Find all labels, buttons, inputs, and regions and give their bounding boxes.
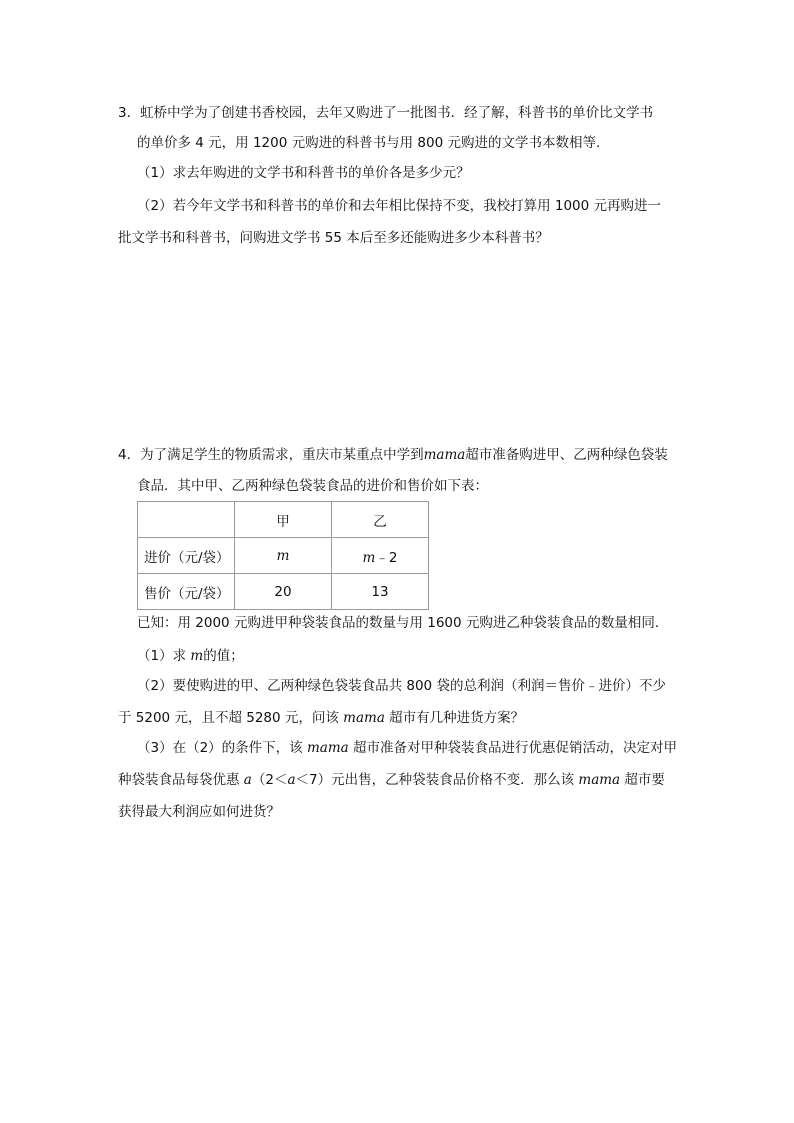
- cost-yi-cell: [332, 538, 429, 574]
- price-table-corner-cell: [138, 502, 235, 538]
- q4-subquestion-3-cont-mama: mama: [578, 772, 621, 788]
- q3-line-2: [137, 134, 609, 152]
- q4-line-known-text: 已知：用 2000 元购进甲种袋装食品的数量与用 1600 元购进乙种袋装食品的数量相同．: [137, 615, 669, 631]
- q3-subquestion-2: [137, 197, 661, 215]
- q4-subquestion-2-cont-a: 于 5200 元，且不超 5280 元，问该: [118, 710, 344, 726]
- q4-subquestion-2-text: （2）要使购进的甲、乙两种绿色袋装食品共 800 袋的总利润（利润＝售价﹣进价）不少: [137, 678, 666, 694]
- q4-subquestion-1-c: 的值；: [203, 648, 244, 664]
- q4-line-2: [137, 477, 488, 495]
- q4-subquestion-2-cont: [118, 709, 524, 727]
- cost-jia-cell: [235, 538, 332, 574]
- q3-subquestion-2-cont: [118, 229, 549, 247]
- q4-line-1: [118, 446, 668, 464]
- q4-subquestion-3-end-text: 获得最大利润应如何进货？: [118, 804, 280, 820]
- price-table-header-yi: 乙: [332, 502, 429, 538]
- q4-subquestion-3: [137, 739, 677, 757]
- q3-subquestion-1-text: （1）求去年购进的文学书和科普书的单价各是多少元？: [137, 165, 470, 181]
- q4-subquestion-2: [137, 677, 666, 695]
- cost-yi-rest: ﹣2: [375, 549, 398, 566]
- price-table-row-sale: [138, 574, 429, 610]
- sale-row-label: 售价（元/袋）: [138, 574, 235, 610]
- q4-subquestion-3-cont-e: ＜7）元出售，乙种袋装食品价格不变．那么该: [295, 772, 579, 788]
- q4-subquestion-3-cont: [118, 771, 665, 789]
- q3-line-2-text: 的单价多 4 元，用 1200 元购进的科普书与用 800 元购进的文学书本数相等．: [137, 135, 610, 151]
- price-table-row-cost: [138, 538, 429, 574]
- q4-subquestion-3-cont-a-var: a: [243, 772, 252, 788]
- q4-subquestion-3-end: [118, 803, 280, 821]
- q4-subquestion-3-c: 超市准备对甲种袋装食品进行优惠促销活动，决定对甲: [348, 740, 677, 756]
- q4-subquestion-1: [137, 647, 244, 665]
- q4-line-1-text-a: 4．为了满足学生的物质需求，重庆市某重点中学到: [118, 447, 424, 463]
- q4-line-2-text: 食品．其中甲、乙两种绿色袋装食品的进价和售价如下表：: [137, 478, 488, 494]
- q3-subquestion-2-cont-text: 批文学书和科普书，问购进文学书 55 本后至多还能购进多少本科普书？: [118, 230, 549, 246]
- q3-subquestion-2-text: （2）若今年文学书和科普书的单价和去年相比保持不变，我校打算用 1000 元再购进一: [137, 198, 662, 214]
- q4-subquestion-3-mama: mama: [306, 740, 349, 756]
- price-table-header-jia: 甲: [235, 502, 332, 538]
- q4-subquestion-2-cont-c: 超市有几种进货方案？: [384, 710, 525, 726]
- q4-line-known: [137, 614, 668, 632]
- price-table-header-row: [138, 502, 429, 538]
- price-table: [137, 501, 429, 610]
- q4-subquestion-1-a: （1）求: [137, 648, 191, 664]
- cost-row-label: 进价（元/袋）: [138, 538, 235, 574]
- sale-yi-value: 13: [332, 574, 429, 610]
- cost-yi-var: m: [362, 549, 376, 566]
- q4-subquestion-2-cont-mama: mama: [343, 710, 385, 726]
- q4-line-1-text-c: 超市准备购进甲、乙两种绿色袋装: [465, 447, 668, 463]
- q3-subquestion-1: [137, 164, 470, 182]
- q3-line-1: [118, 104, 653, 122]
- q4-subquestion-1-m: m: [190, 648, 204, 664]
- q4-subquestion-3-a: （3）在（2）的条件下，该: [137, 740, 307, 756]
- q3-line-1-text: 3．虹桥中学为了创建书香校园，去年又购进了一批图书．经了解，科普书的单价比文学书: [118, 105, 654, 121]
- q4-subquestion-3-cont-g: 超市要: [620, 772, 665, 788]
- q4-line-1-mama: mama: [423, 447, 466, 463]
- cost-jia-value: m: [276, 547, 290, 564]
- q4-subquestion-3-cont-a: 种袋装食品每袋优惠: [118, 772, 244, 788]
- q4-subquestion-3-cont-a-var-2: a: [287, 772, 296, 788]
- sale-jia-value: 20: [235, 574, 332, 610]
- q4-subquestion-3-cont-c: （2＜: [251, 772, 288, 788]
